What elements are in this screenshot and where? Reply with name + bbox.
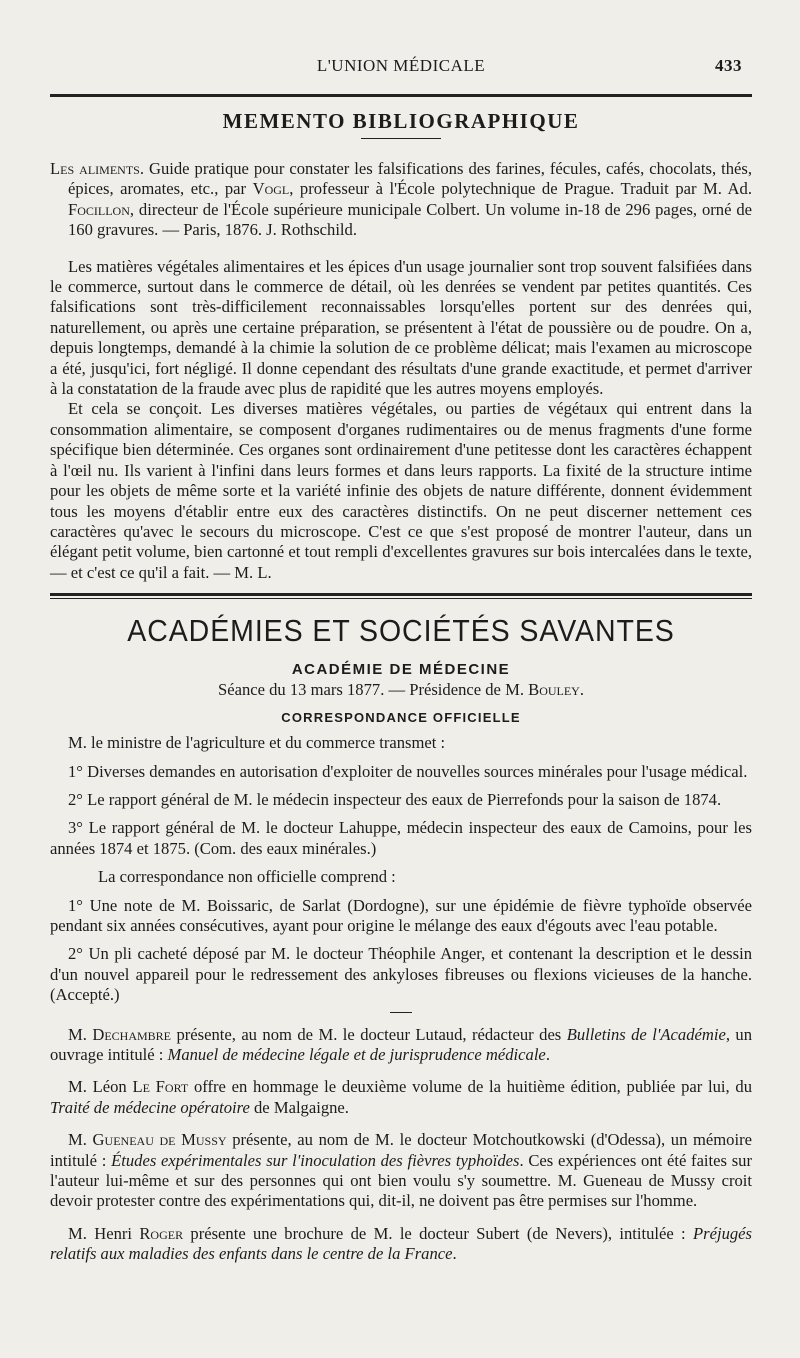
seance-text: Séance du 13 mars 1877. — Présidence de M. bbox=[217, 680, 529, 700]
review-paragraph-2: Et cela se conçoit. Les diverses matières végétales, ou parties de végétaux qui entrent dans la consommation alimentaire, se composent d'organes rudimentaires ou de menus fragments d'une forme spécifique bien déterminée. Ces organes sont ordinairement d'une petitesse dont les caractères échappent à l'œil nu. Ils varient à l'infini dans leurs formes et dans leurs rapports. La fixité de la structure intime pour les objets de même sorte et la variété infinie des objets de nature différente, donnent évidemment tous les moyens d'établir entre eux des caractères distinctifs. On ne peut discerner nettement ces caractères qu'avec le secours du microscope. C'est ce que s'est proposé de montrer l'auteur, dans un élégant petit volume, bien cartonné et tout rempli d'excellentes gravures sur bois intercalées dans le texte, — et c'est ce qu'il a fait. — M. L. bbox=[50, 399, 752, 582]
person-name: Gueneau de Mussy bbox=[92, 1130, 227, 1150]
journal-title: L'UNION MÉDICALE bbox=[316, 56, 486, 75]
memento-title: MEMENTO BIBLIOGRAPHIQUE bbox=[222, 109, 580, 133]
para-italic: Manuel de médecine légale et de jurisprudence médicale bbox=[167, 1045, 546, 1064]
ref-lead: Les aliments. bbox=[50, 159, 144, 178]
para-text: M. Léon bbox=[68, 1077, 133, 1097]
para-text: . bbox=[452, 1244, 457, 1264]
seance-end: . bbox=[579, 680, 585, 700]
academy-subtitle: ACADÉMIE DE MÉDECINE bbox=[291, 661, 511, 679]
review-paragraph-1: Les matières végétales alimentaires et les épices d'un usage journalier sont trop souvent falsifiées dans le commerce, surtout dans le commerce de détail, où les denrées se vendent par petites quantités. Ces falsifications sont très-difficilement reconnaissables lorsqu'elles portent sur des denrées qui, naturellement, ou après une certaine préparation, se présentent à l'état de poussière ou de poudre. On a, depuis longtemps, demandé à la chimie la solution de ce problème délicat; mais l'examen au microscope a été, jusqu'ici, fort négligé. Il donne cependant des résultats d'une grande exactitude, et permet d'arriver à la constatation de la fraude avec plus de rapidité que les autres moyens employés. bbox=[50, 256, 752, 399]
correspondence-item-3: 3° Le rapport général de M. le docteur Lahuppe, médecin inspecteur des eaux de Camoins, pour les années 1874 et 1875. (Com. des eaux minérales.) bbox=[50, 818, 752, 858]
correspondence-item-2: 2° Le rapport général de M. le médecin inspecteur des eaux de Pierrefonds pour la saison de 1874. bbox=[68, 789, 722, 809]
ref-text: , professeur à l'École polytechnique de Prague. Traduit par M. Ad. bbox=[289, 179, 752, 199]
para-italic: Études expérimentales sur l'inoculation des fièvres typhoïdes bbox=[111, 1150, 520, 1170]
paragraph-gueneau bbox=[50, 1130, 752, 1212]
paragraph-lefort bbox=[50, 1077, 752, 1118]
bibliographic-reference bbox=[50, 159, 752, 241]
nonofficial-intro: La correspondance non officielle comprend : bbox=[98, 867, 396, 887]
paragraph-dechambre bbox=[50, 1025, 752, 1066]
person-name: Roger bbox=[139, 1223, 184, 1243]
para-text: présente, au nom de M. le docteur Lutaud, rédacteur des bbox=[171, 1024, 567, 1044]
section-rule-thin bbox=[50, 598, 752, 599]
paragraph-roger bbox=[50, 1224, 752, 1265]
person-name: Dechambre bbox=[92, 1024, 172, 1044]
seance-line bbox=[50, 680, 752, 700]
section-rule-thick bbox=[50, 593, 752, 596]
ref-author: Vogl bbox=[252, 179, 290, 199]
ref-text: , directeur de l'École supérieure municipale Colbert. Un volume in-18 de 296 pages, orné de 160 gravures. — Paris, 1876. J. Rothschild. bbox=[68, 199, 752, 240]
title-rule bbox=[361, 138, 441, 139]
page-number: 433 bbox=[715, 56, 742, 75]
para-text: présente, au nom de M. le docteur Motchoutkowski (d'Odessa), un mémoire intitulé : bbox=[50, 1130, 752, 1170]
separator-dash bbox=[390, 1012, 412, 1013]
header-rule bbox=[50, 94, 752, 97]
correspondence-item-1: 1° Diverses demandes en autorisation d'exploiter de nouvelles sources minérales pour l'usage médical. bbox=[68, 761, 748, 781]
para-text: . bbox=[545, 1045, 550, 1064]
nonofficial-item-1: 1° Une note de M. Boissaric, de Sarlat (Dordogne), sur une épidémie de fièvre typhoïde observée pendant six années consécutives, ayant pour origine le mélange des eaux d'égouts avec l'eau potable. bbox=[50, 895, 752, 935]
ref-translator: Focillon bbox=[68, 199, 130, 219]
para-text: offre en hommage le deuxième volume de la huitième édition, publiée par lui, du bbox=[188, 1077, 753, 1097]
para-text: présente une brochure de M. le docteur Subert (de Nevers), intitulée : bbox=[183, 1223, 693, 1243]
correspondence-title: CORRESPONDANCE OFFICIELLE bbox=[281, 710, 521, 726]
president-name: Bouley bbox=[528, 680, 580, 700]
nonofficial-item-2: 2° Un pli cacheté déposé par M. le docteur Théophile Anger, et contenant la description et le dessin d'un nouvel appareil pour le redressement des ankyloses fibreuses ou flexions vicieuses de la hanche. (Accepté.) bbox=[50, 944, 752, 1005]
person-name: Le Fort bbox=[132, 1077, 189, 1097]
para-text: . Ces expériences ont été faites sur l'auteur lui-même et sur des personnes qui ont bien voulu s'y soumettre. M. Gueneau de Mussy croit devoir protester contre des expérimentations qui, dit-il, ne doivent pas être permises sur l'homme. bbox=[50, 1150, 753, 1211]
para-text: , un ouvrage intitulé : bbox=[50, 1024, 752, 1064]
academies-title: ACADÉMIES ET SOCIÉTÉS SAVANTES bbox=[127, 613, 675, 649]
m-prefix: M. bbox=[68, 1130, 93, 1150]
correspondence-intro: M. le ministre de l'agriculture et du commerce transmet : bbox=[68, 733, 446, 753]
m-prefix: M. bbox=[68, 1024, 93, 1044]
para-text: de Malgaigne. bbox=[249, 1097, 349, 1117]
para-italic: Bulletins de l'Académie bbox=[566, 1024, 726, 1044]
para-text: M. Henri bbox=[68, 1223, 140, 1243]
para-italic: Traité de médecine opératoire bbox=[50, 1097, 250, 1117]
ref-text: Guide pratique pour constater les falsifications des farines, fécules, cafés, chocolats, thés, épices, aromates, etc., par bbox=[68, 159, 752, 199]
running-head bbox=[50, 0, 752, 90]
para-italic: Préjugés relatifs aux maladies des enfants dans le centre de la France bbox=[50, 1223, 752, 1264]
